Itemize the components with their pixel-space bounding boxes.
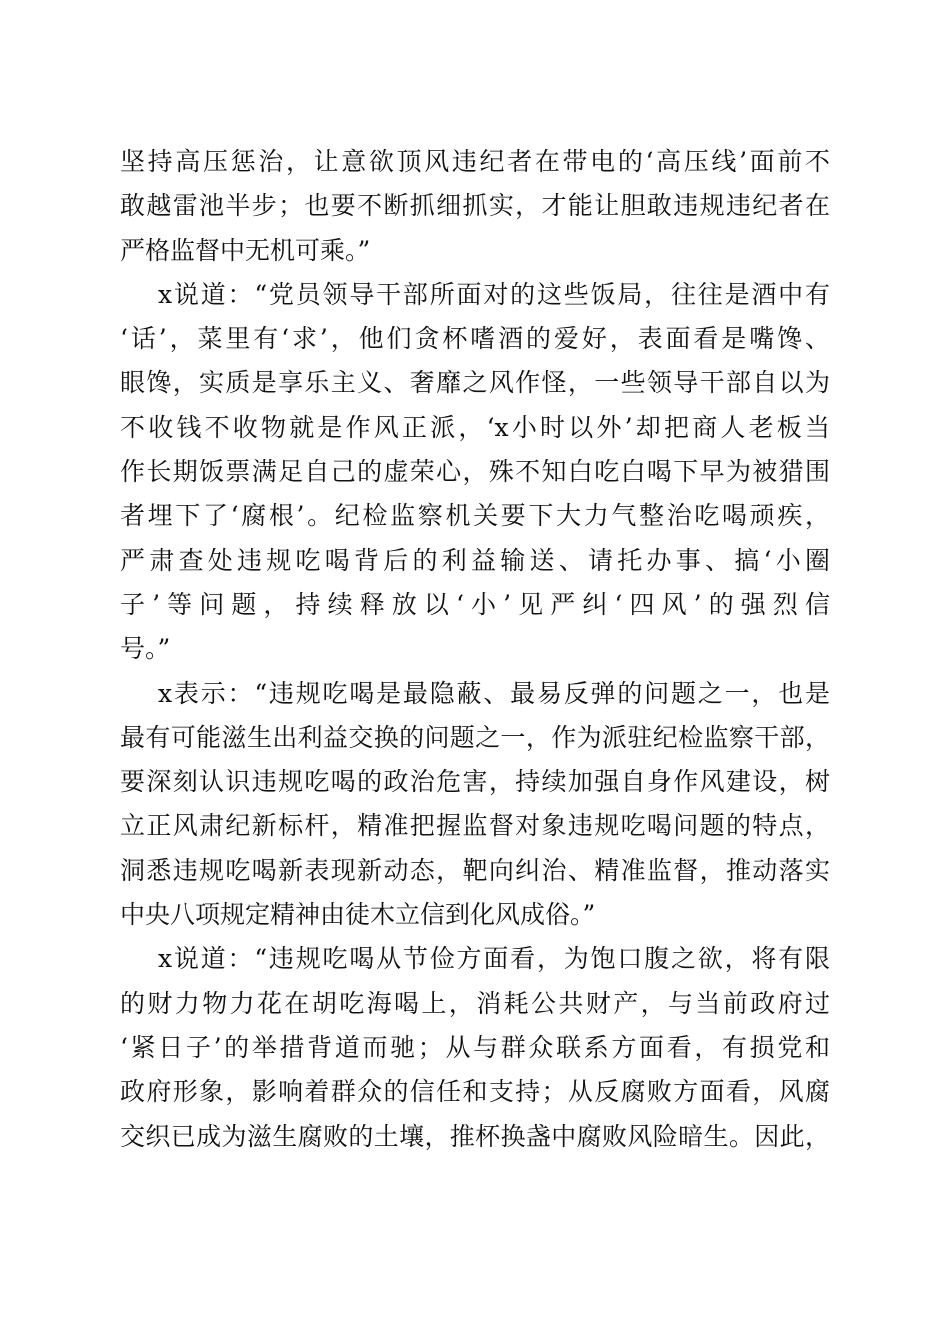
text-line: x表示：“违规吃喝是最隐蔽、最易反弹的问题之一，也是 bbox=[158, 678, 830, 708]
text-line: 子’等问题，持续释放以‘小’见严纠‘四风’的强烈信 bbox=[120, 589, 830, 619]
text-line: 敢越雷池半步；也要不断抓细抓实，才能让胆敢违规违纪者在 bbox=[120, 191, 830, 221]
text-line: ‘话’，菜里有‘求’，他们贪杯嗜酒的爱好，表面看是嘴馋、 bbox=[120, 324, 830, 354]
text-line: 最有可能滋生出利益交换的问题之一，作为派驻纪检监察干部， bbox=[120, 722, 830, 752]
text-line: 作长期饭票满足自己的虚荣心，殊不知白吃白喝下早为被猎围 bbox=[120, 457, 830, 487]
text-line: 政府形象，影响着群众的信任和支持；从反腐败方面看，风腐 bbox=[120, 1077, 830, 1107]
text-line: 要深刻认识违规吃喝的政治危害，持续加强自身作风建设，树 bbox=[120, 767, 830, 797]
text-line: 严格监督中无机可乘。” bbox=[120, 235, 371, 265]
body-text bbox=[120, 140, 830, 1159]
text-line: 眼馋，实质是享乐主义、奢靡之风作怪，一些领导干部自以为 bbox=[120, 368, 830, 398]
paragraph-3 bbox=[120, 672, 830, 938]
text-line: 的财力物力花在胡吃海喝上，消耗公共财产，与当前政府过 bbox=[120, 988, 830, 1018]
text-line: 不收钱不收物就是作风正派，‘x小时以外’却把商人老板当 bbox=[120, 412, 830, 442]
text-line: x说道：“党员领导干部所面对的这些饭局，往往是酒中有 bbox=[158, 279, 830, 309]
text-line: 坚持高压惩治，让意欲顶风违纪者在带电的‘高压线’面前不 bbox=[120, 147, 830, 176]
text-line: ‘紧日子’的举措背道而驰；从与群众联系方面看，有损党和 bbox=[120, 1032, 830, 1062]
text-line: 立正风肃纪新标杆，精准把握监督对象违规吃喝问题的特点， bbox=[120, 811, 830, 841]
text-line: 者埋下了‘腐根’。纪检监察机关要下大力气整治吃喝顽疾， bbox=[120, 501, 830, 531]
text-line: 中央八项规定精神由徒木立信到化风成俗。” bbox=[120, 900, 596, 930]
text-line: 号。” bbox=[120, 634, 171, 664]
paragraph-1 bbox=[120, 140, 830, 273]
text-line: x说道：“违规吃喝从节俭方面看，为饱口腹之欲，将有限 bbox=[158, 944, 830, 974]
paragraph-4 bbox=[120, 937, 830, 1158]
text-line: 交织已成为滋生腐败的土壤，推杯换盏中腐败风险暗生。因此， bbox=[120, 1121, 830, 1151]
paragraph-2 bbox=[120, 273, 830, 672]
text-line: 严肃查处违规吃喝背后的利益输送、请托办事、搞‘小圈 bbox=[120, 545, 830, 575]
text-line: 洞悉违规吃喝新表现新动态，靶向纠治、精准监督，推动落实 bbox=[120, 855, 830, 885]
